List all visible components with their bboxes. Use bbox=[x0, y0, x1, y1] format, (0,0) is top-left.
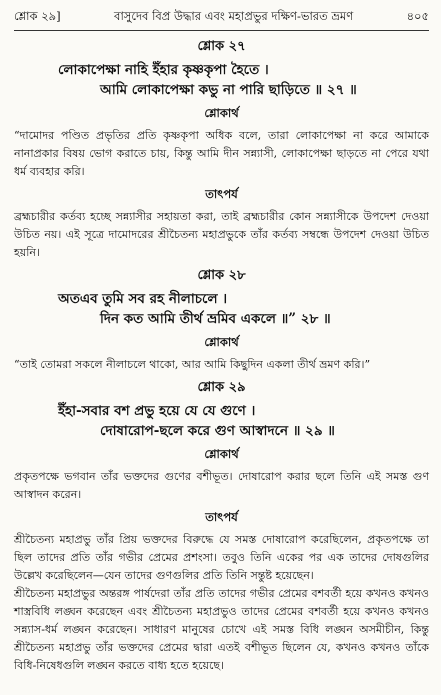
verse-29-purport-paragraph-1: শ্রীচৈতন্য মহাপ্রভু তাঁর প্রিয় ভক্তদের বিরুদ্ধে যে সমস্ত দোষারোপ করেছিলেন, প্রকৃতপক্ষে তা ছিল তাদের প্রতি তাঁর গভীর প্রেমের প্রশংসা। তবুও তিনি একের পর এক তাদের দোষগুলির উল্লেখ করেছিলেন—যেন তাদের গুণগুলির প্রতি তিনি সন্তুষ্ট হয়েছেন। bbox=[14, 533, 429, 582]
verse-28-line-1: অতএব তুমি সব রহ নীলাচলে । bbox=[58, 291, 228, 307]
running-header bbox=[14, 8, 429, 27]
verse-29-translation-heading: শ্লোকার্থ bbox=[204, 447, 239, 461]
page-number: ৪০৫ bbox=[406, 9, 429, 23]
verse-27-translation: “দামোদর পণ্ডিত প্রভৃতির প্রতি কৃষ্ণকৃপা অধিক বলে, তারা লোকাপেক্ষা না করে আমাকে নানাপ্রকার বিষয় ভোগ করাতে চায়, কিন্তু আমি দীন সন্ন্যাসী, লোকাপেক্ষা ছাড়তে না পেরে যথা ধর্ম ব্যবহার করি। bbox=[14, 129, 429, 178]
header-chapter-title: বাসুদেব বিপ্র উদ্ধার এবং মহাপ্রভুর দক্ষিণ-ভারত ভ্রমণ bbox=[114, 9, 354, 23]
verse-27-translation-heading: শ্লোকার্থ bbox=[204, 106, 239, 120]
verse-28-heading: শ্লোক ২৮ bbox=[197, 268, 246, 283]
verse-28-translation-heading: শ্লোকার্থ bbox=[204, 335, 239, 349]
verse-29-translation: প্রকৃতপক্ষে ভগবান তাঁর ভক্তদের গুণের বশীভূত। দোষারোপ করার ছলে তিনি এই সমস্ত গুণ আস্বাদন করেন। bbox=[14, 470, 429, 501]
verse-29-purport-heading: তাৎপর্য bbox=[205, 510, 238, 524]
verse-28-line-2: দিন কত আমি তীর্থ ভ্রমিব একলে ॥” ২৮ ॥ bbox=[100, 311, 331, 327]
verse-29-line-2: দোষারোপ-ছলে করে গুণ আস্বাদনে ॥ ২৯ ॥ bbox=[100, 423, 335, 439]
verse-27-line-1: লোকাপেক্ষা নাহি ইঁহার কৃষ্ণকৃপা হৈতে । bbox=[58, 62, 269, 78]
verse-27-purport-heading: তাৎপর্য bbox=[205, 187, 238, 201]
verse-27-heading: শ্লোক ২৭ bbox=[197, 39, 246, 54]
verse-29-purport-paragraph-2: শ্রীচৈতন্য মহাপ্রভুর অন্তরঙ্গ পার্ষদেরা তাঁর প্রতি তাদের গভীর প্রেমের বশবর্তী হয়ে কখনও কখনও শাস্ত্রবিধি লঙ্ঘন করেছেন এবং শ্রীচৈতন্য মহাপ্রভুও তাদের প্রেমের বশবর্তী হয়ে কখনও কখনও সন্ন্যাস-ধর্ম লঙ্ঘন করেছেন। সাধারণ মানুষের চোখে এই সমস্ত বিধি লঙ্ঘন অসমীচীন, কিন্তু শ্রীচৈতন্য মহাপ্রভু তাঁর ভক্তদের প্রেমের দ্বারা এতই বশীভূত ছিলেন যে, কখনও কখনও তাঁকে বিধি-নিষেধগুলি লঙ্ঘন করতে বাধ্য হতে হয়েছে। bbox=[14, 587, 429, 672]
verse-28-translation: “তাই তোমরা সকলে নীলাচলে থাকো, আর আমি কিছুদিন একলা তীর্থ ভ্রমণ করি।” bbox=[14, 358, 371, 371]
verse-29-heading: শ্লোক ২৯ bbox=[197, 380, 246, 395]
verse-27-line-2: আমি লোকাপেক্ষা কভু না পারি ছাড়িতে ॥ ২৭ ॥ bbox=[100, 82, 357, 98]
header-rule bbox=[14, 30, 429, 31]
verse-29-line-1: ইঁহা-সবার বশ প্রভু হয়ে যে যে গুণে । bbox=[58, 403, 256, 419]
header-verse-ref: শ্লোক ২৯] bbox=[14, 9, 61, 23]
verse-27-purport: ব্রহ্মচারীর কর্তব্য হচ্ছে সন্ন্যাসীর সহায়তা করা, তাই ব্রহ্মচারীর কোন সন্ন্যাসীকে উপদেশ দেওয়া উচিত নয়। এই সূত্রে দামোদরের শ্রীচৈতন্য মহাপ্রভুকে তাঁর কর্তব্য সম্বন্ধে উপদেশ দেওয়া উচিত হয়নি। bbox=[14, 210, 429, 259]
